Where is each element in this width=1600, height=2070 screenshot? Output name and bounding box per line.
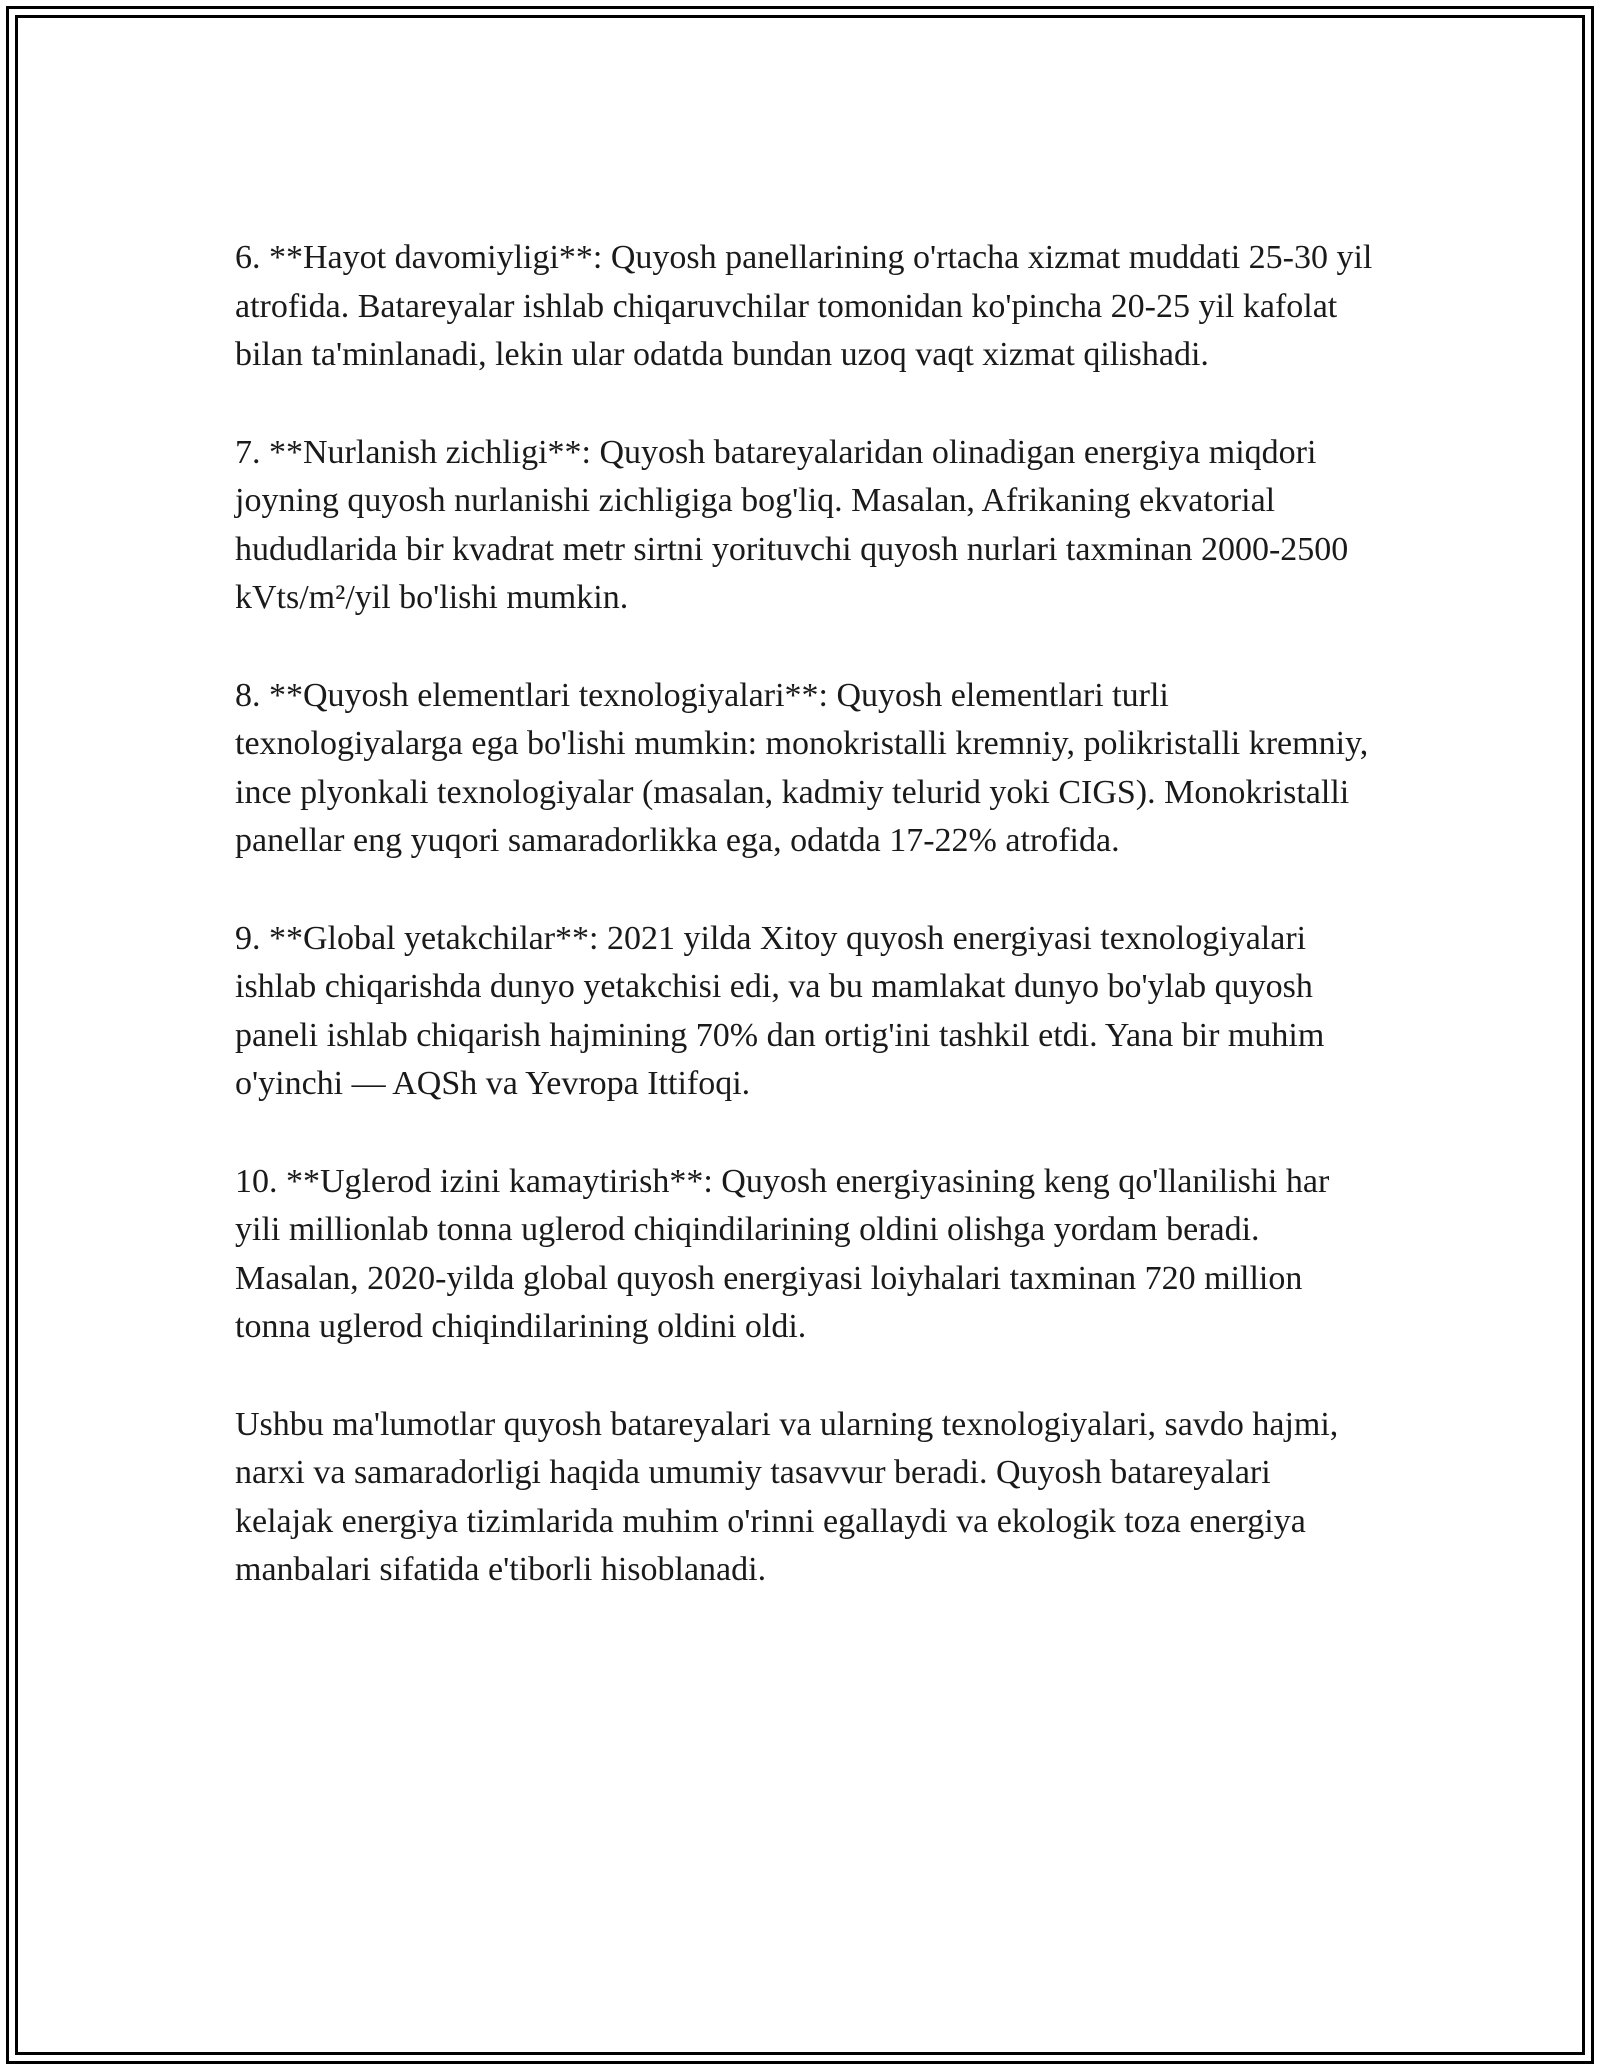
paragraph-lifespan: 6. **Hayot davomiyligi**: Quyosh panellarining o'rtacha xizmat muddati 25-30 yil atrofida. Batareyalar ishlab chiqaruvchilar tomonidan ko'pincha 20-25 yil kafolat bilan ta'minlanadi, lekin ular odatda bundan uzoq vaqt xizmat qilishadi. bbox=[235, 239, 1373, 373]
paragraph-global-leaders: 9. **Global yetakchilar**: 2021 yilda Xitoy quyosh energiyasi texnologiyalari ishlab chiqarishda dunyo yetakchisi edi, va bu mamlakat dunyo bo'ylab quyosh paneli ishlab chiqarish hajmining 70% dan ortig'ini tashkil etdi. Yana bir muhim o'yinchi — AQSh va Yevropa Ittifoqi. bbox=[235, 919, 1325, 1102]
paragraph-summary: Ushbu ma'lumotlar quyosh batareyalari va ularning texnologiyalari, savdo hajmi, narxi va samaradorligi haqida umumiy tasavvur beradi. Quyosh batareyalari kelajak energiya tizimlarida muhim o'rinni egallaydi va ekologik toza energiya manbalari sifatida e'tiborli hisoblanadi. bbox=[235, 1405, 1339, 1588]
paragraph-irradiance: 7. **Nurlanish zichligi**: Quyosh batareyalaridan olinadigan energiya miqdori joyning quyosh nurlanishi zichligiga bog'liq. Masalan, Afrikaning ekvatorial hududlarida bir kvadrat metr sirtni yorituvchi quyosh nurlari taxminan 2000-2500 kVts/m²/yil bo'lishi mumkin. bbox=[235, 433, 1349, 616]
document-body bbox=[235, 234, 1375, 1644]
paragraph-carbon-reduction: 10. **Uglerod izini kamaytirish**: Quyosh energiyasining keng qo'llanilishi har yili millionlab tonna uglerod chiqindilarining oldini olishga yordam beradi. Masalan, 2020-yilda global quyosh energiyasi loiyhalari taxminan 720 million tonna uglerod chiqindilarining oldini oldi. bbox=[235, 1162, 1330, 1345]
paragraph-cell-technologies: 8. **Quyosh elementlari texnologiyalari**: Quyosh elementlari turli texnologiyalarga ega bo'lishi mumkin: monokristalli kremniy, polikristalli kremniy, ince plyonkali texnologiyalar (masalan, kadmiy telurid yoki CIGS). Monokristalli panellar eng yuqori samaradorlikka ega, odatda 17-22% atrofida. bbox=[235, 676, 1369, 859]
